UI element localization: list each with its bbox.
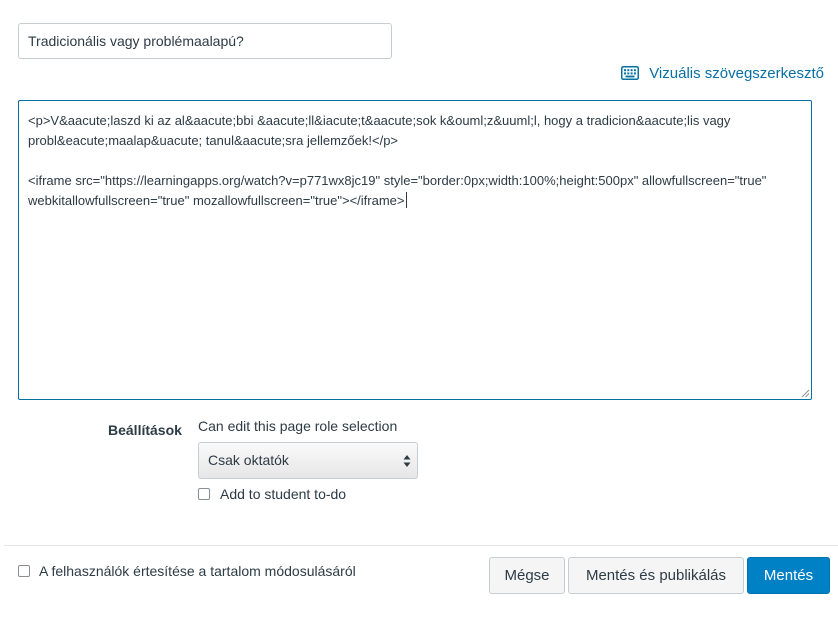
role-selection-caption: Can edit this page role selection — [198, 418, 398, 434]
student-todo-option[interactable] — [198, 486, 346, 502]
resize-handle-icon[interactable] — [800, 388, 810, 398]
html-code-editor[interactable] — [18, 100, 812, 400]
role-select[interactable] — [198, 442, 418, 479]
student-todo-checkbox[interactable] — [198, 488, 210, 500]
form-divider — [4, 545, 838, 546]
editor-blank-line — [28, 151, 802, 171]
page-title-input[interactable]: Tradicionális vagy problémaalapú? — [18, 23, 392, 59]
notify-users-option[interactable] — [18, 563, 356, 579]
editor-line-text: <iframe src="https://learningapps.org/watch?v=p771wx8jc19" style="border:0px;width:100%;height:500px" allowfullscreen="true" webkitallowfullscreen="true" mozallowfullscreen="true"></iframe> — [28, 173, 771, 208]
visual-editor-toggle[interactable] — [621, 62, 824, 84]
notify-users-checkbox[interactable] — [18, 565, 30, 577]
settings-label: Beállítások — [108, 422, 182, 438]
visual-editor-label: Vizuális szövegszerkesztő — [649, 64, 824, 82]
save-button[interactable]: Mentés — [747, 557, 830, 594]
keyboard-icon — [621, 66, 639, 80]
editor-line: <p>V&aacute;laszd ki az al&aacute;bbi &aacute;ll&iacute;t&aacute;sok k&ouml;z&uuml;l, hogy a tradicion&aacute;lis vagy probl&eacute;maalap&uacute; tanul&aacute;sra jellemzőek!</p> — [28, 113, 735, 148]
editor-line — [28, 171, 802, 211]
text-caret — [406, 192, 407, 208]
cancel-button[interactable]: Mégse — [489, 557, 565, 594]
role-select-value: Csak oktatók — [208, 452, 289, 468]
select-arrows-icon — [403, 453, 411, 469]
notify-users-label: A felhasználók értesítése a tartalom módosulásáról — [39, 563, 356, 579]
student-todo-label: Add to student to-do — [220, 486, 347, 502]
save-and-publish-button[interactable]: Mentés és publikálás — [568, 557, 744, 594]
